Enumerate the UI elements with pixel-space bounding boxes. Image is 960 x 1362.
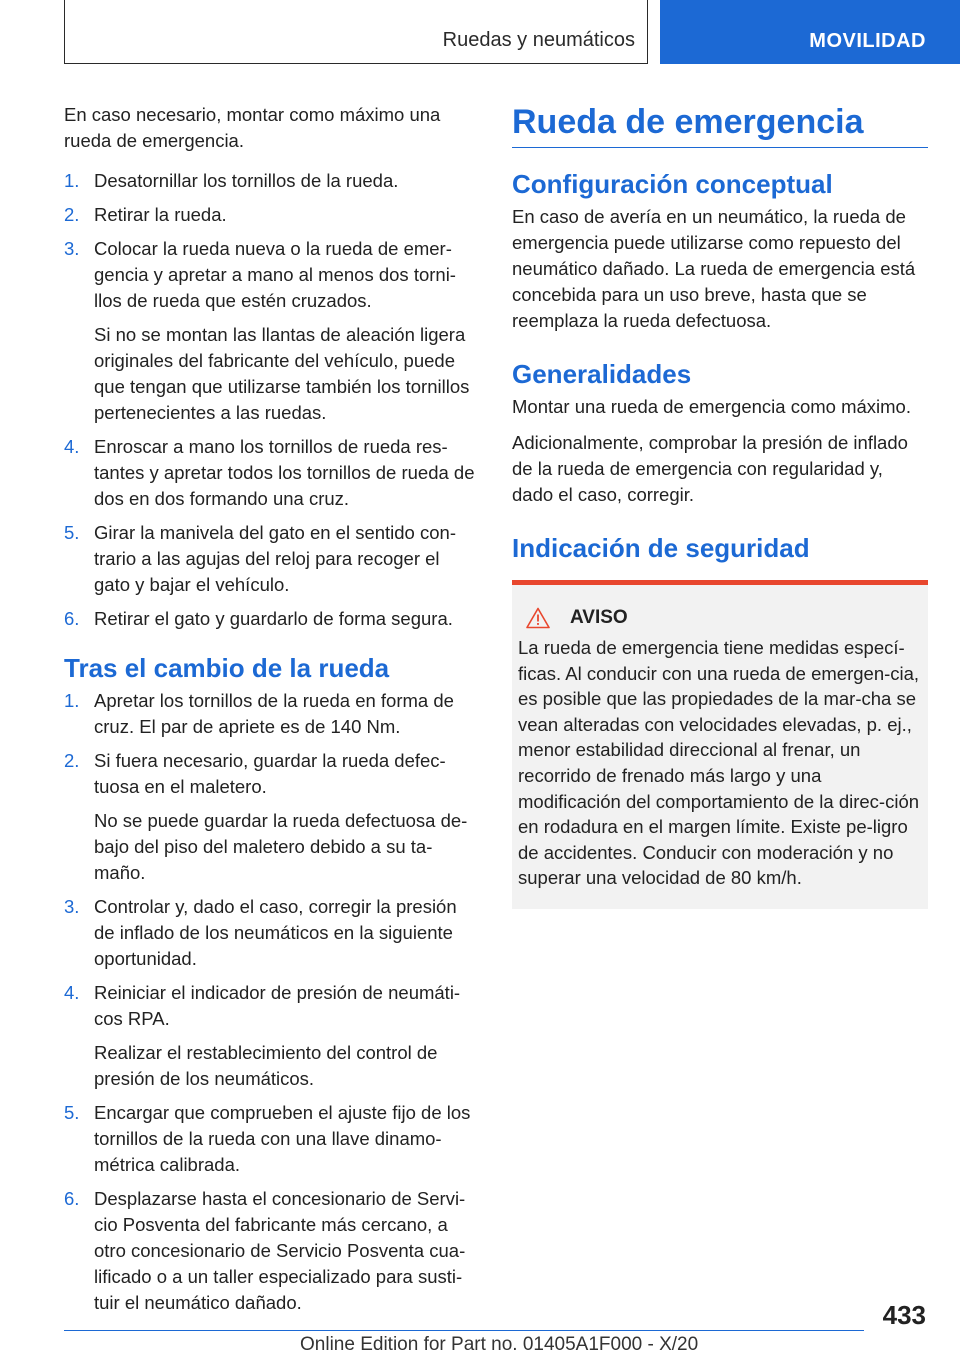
general-paragraph-1: Montar una rueda de emergencia como máximo. <box>512 396 911 417</box>
warning-label: AVISO <box>570 607 628 628</box>
after-change-heading: Tras el cambio de la rueda <box>64 653 390 683</box>
list-item <box>64 894 480 972</box>
intro-paragraph: En caso necesario, montar como máximo una rueda de emergencia. <box>64 104 441 151</box>
step-text: Retirar la rueda. <box>94 204 227 225</box>
list-item <box>64 606 480 632</box>
wheel-change-steps <box>64 168 480 632</box>
list-item <box>64 1100 480 1178</box>
step-number: 6. <box>64 1188 80 1209</box>
edition-footer: Online Edition for Part no. 01405A1F000 - X/20 <box>300 1334 699 1355</box>
list-item <box>64 434 480 512</box>
step-text: Colocar la rueda nueva o la rueda de emer‐gencia y apretar a mano al menos dos torni‐llos de rueda que estén cruzados. <box>94 238 456 311</box>
warning-box <box>512 580 928 909</box>
step-note: No se puede guardar la rueda defectuosa de‐bajo del piso del maletero debido a su ta‐maño. <box>94 810 468 883</box>
chapter-title: Ruedas y neumáticos <box>442 29 635 51</box>
step-text: Reiniciar el indicador de presión de neumáti‐cos RPA. <box>94 982 461 1029</box>
step-number: 3. <box>64 896 80 917</box>
safety-heading: Indicación de seguridad <box>512 533 810 563</box>
warning-triangle-icon <box>526 607 550 629</box>
warning-text: La rueda de emergencia tiene medidas especí‐ficas. Al conducir con una rueda de emergen‐cia, es posible que las propiedades de la mar‐cha se vean alteradas con velocidades elevadas, p. ej., menor estabilidad direccional al frenar, un recorrido de frenado más largo y una modificación del comportamiento de la direc‐ción en rodadura en el margen límite. Existe pe‐ligro de accidentes. Conducir con moderación y no superar una velocidad de 80 km/h. <box>518 637 920 889</box>
step-number: 6. <box>64 608 80 629</box>
step-note: Realizar el restablecimiento del control de presión de los neumáticos. <box>94 1042 438 1089</box>
general-heading: Generalidades <box>512 359 692 389</box>
footer-rule <box>64 1330 864 1331</box>
step-number: 1. <box>64 690 80 711</box>
right-column <box>512 100 928 909</box>
step-text: Desplazarse hasta el concesionario de Servi‐cio Posventa del fabricante más cercano, a otro concesionario de Servicio Posventa cua‐lificado o a un taller especializado para susti‐tuir el neumático dañado. <box>94 1188 466 1313</box>
list-item <box>64 202 480 228</box>
list-item <box>64 236 480 426</box>
step-text: Si fuera necesario, guardar la rueda defec‐tuosa en el maletero. <box>94 750 446 797</box>
after-change-steps <box>64 688 480 1316</box>
concept-paragraph: En caso de avería en un neumático, la rueda de emergencia puede utilizarse como repuesto del neumático dañado. La rueda de emergencia está concebida para un uso breve, hasta que se reemplaza la rueda defectuosa. <box>512 206 916 331</box>
step-text: Girar la manivela del gato en el sentido con‐trario a las agujas del reloj para recoger el gato y bajar el vehículo. <box>94 522 456 595</box>
list-item <box>64 748 480 886</box>
step-number: 1. <box>64 170 80 191</box>
concept-heading: Configuración conceptual <box>512 169 833 199</box>
list-item <box>64 520 480 598</box>
list-item <box>64 980 480 1092</box>
step-number: 4. <box>64 982 80 1003</box>
list-item <box>64 688 480 740</box>
warning-header <box>518 607 922 629</box>
step-number: 3. <box>64 238 80 259</box>
running-header <box>64 0 648 64</box>
left-column <box>64 102 480 1324</box>
list-item <box>64 1186 480 1316</box>
step-number: 5. <box>64 1102 80 1123</box>
step-note: Si no se montan las llantas de aleación ligera originales del fabricante del vehículo, puede que tengan que utilizarse también los tornillos pertenecientes a las ruedas. <box>94 324 470 423</box>
step-text: Controlar y, dado el caso, corregir la presión de inflado de los neumáticos en la siguiente oportunidad. <box>94 896 457 969</box>
step-text: Enroscar a mano los tornillos de rueda res‐tantes y apretar todos los tornillos de rueda de dos en dos formando una cruz. <box>94 436 475 509</box>
step-text: Encargar que comprueben el ajuste fijo de los tornillos de la rueda con una llave dinamo‐métrica calibrada. <box>94 1102 471 1175</box>
section-tab <box>660 0 960 64</box>
step-number: 2. <box>64 204 80 225</box>
step-number: 4. <box>64 436 80 457</box>
step-text: Apretar los tornillos de la rueda en forma de cruz. El par de apriete es de 140 Nm. <box>94 690 454 737</box>
page-number: 433 <box>882 1300 926 1330</box>
step-text: Retirar el gato y guardarlo de forma segura. <box>94 608 453 629</box>
page-title: Rueda de emergencia <box>512 100 928 148</box>
step-text: Desatornillar los tornillos de la rueda. <box>94 170 399 191</box>
step-number: 2. <box>64 750 80 771</box>
general-paragraph-2: Adicionalmente, comprobar la presión de inflado de la rueda de emergencia con regularidad y, dado el caso, corregir. <box>512 432 908 505</box>
list-item <box>64 168 480 194</box>
section-label: MOVILIDAD <box>809 30 926 52</box>
step-number: 5. <box>64 522 80 543</box>
